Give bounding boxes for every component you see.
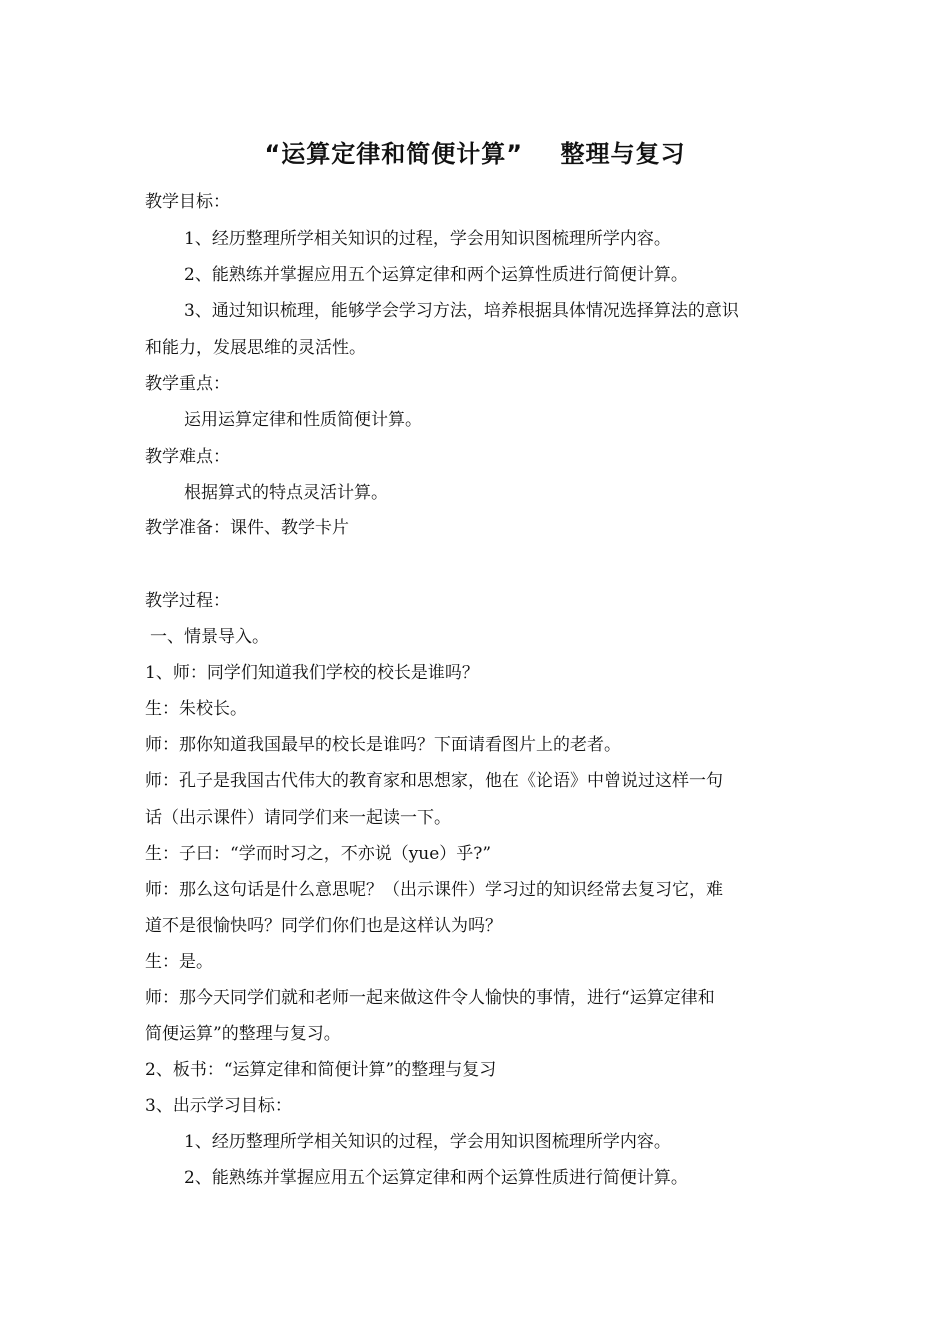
goal-item: 1、经历整理所学相关知识的过程，学会用知识图梳理所学内容。 — [184, 1132, 671, 1152]
goal-item: 2、能熟练并掌握应用五个运算定律和两个运算性质进行简便计算。 — [184, 1168, 688, 1188]
dialogue-line-continued: 道不是很愉快吗？同学们你们也是这样认为吗？ — [145, 916, 502, 936]
goal-item: 2、能熟练并掌握应用五个运算定律和两个运算性质进行简便计算。 — [184, 265, 688, 285]
dialogue-line: 师：那今天同学们就和老师一起来做这件令人愉快的事情，进行“运算定律和 — [145, 988, 715, 1008]
goal-item: 1、经历整理所学相关知识的过程，学会用知识图梳理所学内容。 — [184, 229, 671, 249]
section-heading-difficulties: 教学难点： — [145, 447, 230, 467]
goal-item: 3、通过知识梳理，能够学会学习方法，培养根据具体情况选择算法的意识 — [184, 301, 739, 321]
dialogue-line: 生：子曰：“学而时习之，不亦说（yue）乎?” — [145, 844, 492, 864]
dialogue-line: 师：那你知道我国最早的校长是谁吗？下面请看图片上的老者。 — [145, 735, 621, 755]
dialogue-line: 师：那么这句话是什么意思呢？（出示课件）学习过的知识经常去复习它，难 — [145, 880, 723, 900]
goal-item-continued: 和能力，发展思维的灵活性。 — [145, 338, 366, 358]
process-step-board: 2、板书：“运算定律和简便计算”的整理与复习 — [145, 1060, 497, 1080]
section-heading-key-points: 教学重点： — [145, 374, 230, 394]
dialogue-line-continued: 话（出示课件）请同学们来一起读一下。 — [145, 808, 451, 828]
section-heading-goals: 教学目标： — [145, 192, 230, 212]
dialogue-line: 生：朱校长。 — [145, 699, 247, 719]
dialogue-line: 生：是。 — [145, 952, 213, 972]
dialogue-line: 1、师：同学们知道我们学校的校长是谁吗？ — [145, 663, 479, 683]
difficulty-text: 根据算式的特点灵活计算。 — [184, 483, 388, 503]
process-step-heading: 一、情景导入。 — [150, 627, 269, 647]
section-heading-process: 教学过程： — [145, 591, 230, 611]
key-point-text: 运用运算定律和性质简便计算。 — [184, 410, 422, 430]
preparation-line: 教学准备：课件、教学卡片 — [145, 518, 349, 538]
dialogue-line: 师：孔子是我国古代伟大的教育家和思想家，他在《论语》中曾说过这样一句 — [145, 771, 723, 791]
dialogue-line-continued: 简便运算”的整理与复习。 — [145, 1024, 341, 1044]
process-step-goals: 3、出示学习目标： — [145, 1096, 292, 1116]
document-title: “运算定律和简便计算” 整理与复习 — [264, 140, 686, 168]
